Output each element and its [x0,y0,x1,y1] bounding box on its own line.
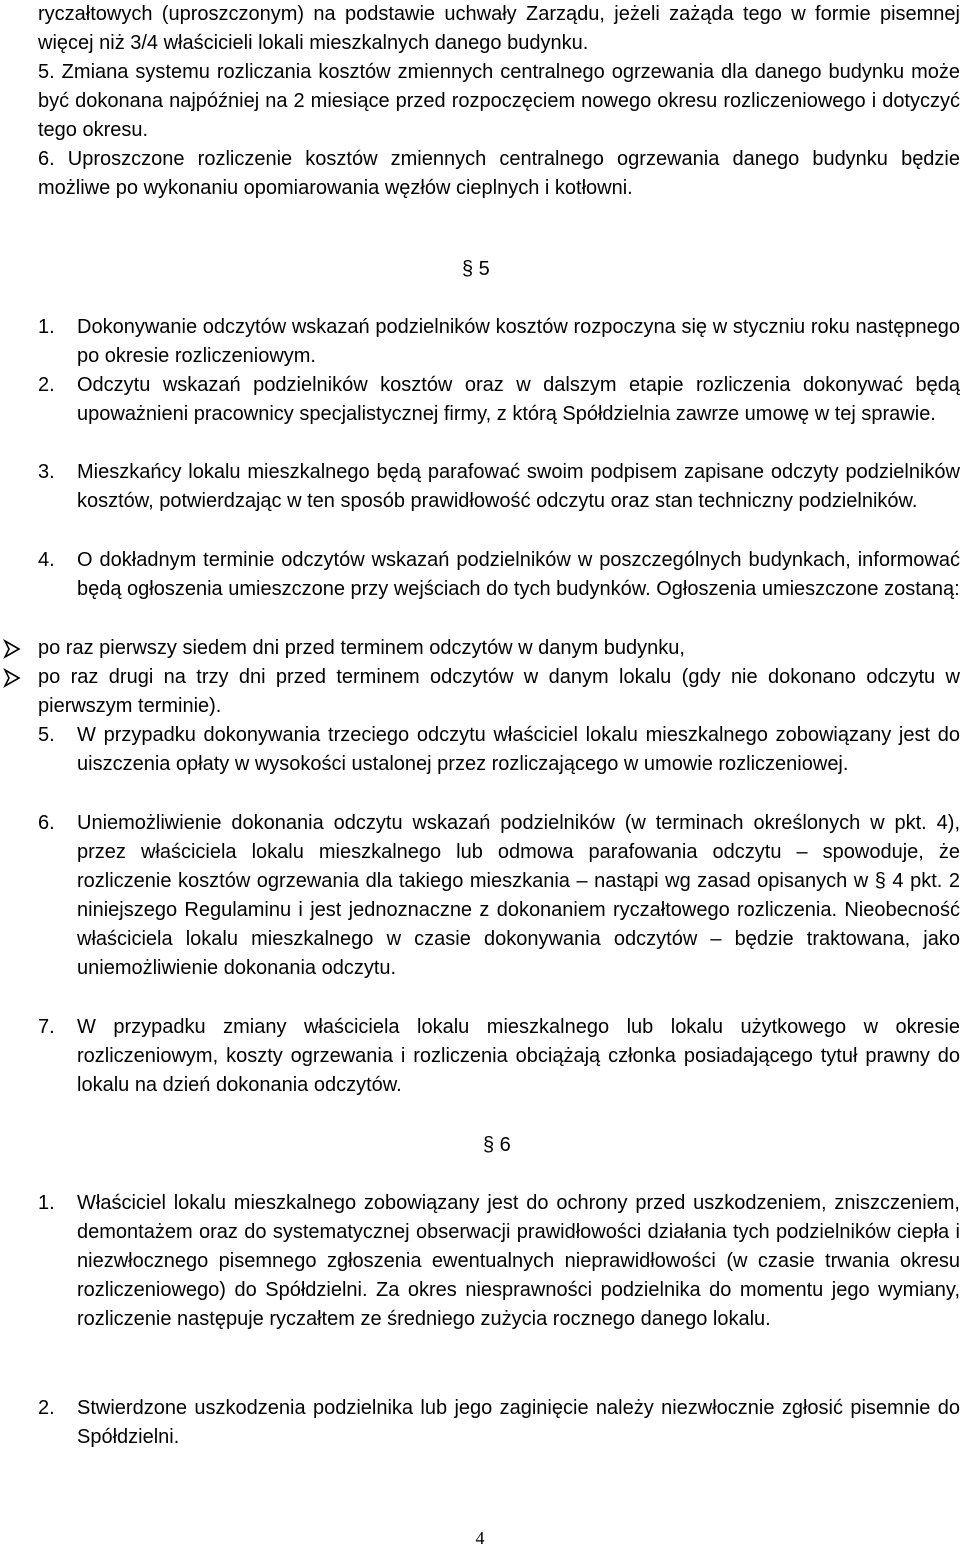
bullet-item: po raz pierwszy siedem dni przed terminem odczytów w danym budynku, [38,637,685,659]
item-number: 3. [38,461,55,483]
item-text: O dokładnym terminie odczytów wskazań podzielników w poszczególnych budynkach, informować będą ogłoszenia umieszczone przy wejściach do tych budynków. Ogłoszenia umieszczone zostaną: [77,549,960,600]
item-number: 2. [38,374,55,396]
paragraph-5: 5. Zmiana systemu rozliczania kosztów zmiennych centralnego ogrzewania dla danego budynku może być dokonana najpóźniej na 2 miesiące przed rozpoczęciem nowego okresu rozliczeniowego i dotyczyć tego okresu. [38,61,960,141]
item-text: Mieszkańcy lokalu mieszkalnego będą parafować swoim podpisem zapisane odczyty podzielników kosztów, potwierdzając w ten sposób prawidłowość odczytu oraz stan techniczny podzielników. [77,461,960,512]
section-heading-6: § 6 [483,1134,511,1156]
item-text: Dokonywanie odczytów wskazań podzielników kosztów rozpoczyna się w styczniu roku następnego po okresie rozliczeniowym. [77,316,960,367]
item-text: Uniemożliwienie dokonania odczytu wskazań podzielników (w terminach określonych w pkt. 4), przez właściciela lokalu mieszkalnego lub odmowa parafowania odczytu – spowoduje, że rozliczenie kosztów ogrzewania dla takiego mieszkania – nastąpi wg zasad opisanych w § 4 pkt. 2 niniejszego Regulaminu i jest jednoznaczne z dokonaniem ryczałtowego rozliczenia. Nieobecność właściciela lokalu mieszkalnego w czasie dokonywania odczytów – będzie traktowana, jako uniemożliwienie dokonania odczytu. [77,812,960,979]
item-number: 5. [38,724,55,746]
section-heading-5: § 5 [462,258,490,280]
paragraph-6: 6. Uproszczone rozliczenie kosztów zmiennych centralnego ogrzewania danego budynku będzie możliwe po wykonaniu opomiarowania węzłów cieplnych i kotłowni. [38,148,960,199]
item-text: Właściciel lokalu mieszkalnego zobowiązany jest do ochrony przed uszkodzeniem, zniszczeniem, demontażem oraz do systematycznej obserwacji prawidłowości działania tych podzielników ciepła i niezwłocznego pisemnego zgłoszenia ewentualnych nieprawidłowości (w czasie trwania okresu rozliczeniowego) do Spółdzielni. Za okres niesprawności podzielnika do momentu jego wymiany, rozliczenie następuje ryczałtem ze średniego zużycia rocznego danego lokalu. [77,1192,960,1330]
item-number: 4. [38,549,55,571]
item-text: Odczytu wskazań podzielników kosztów oraz w dalszym etapie rozliczenia dokonywać będą upoważnieni pracownicy specjalistycznej firmy, z którą Spółdzielnia zawrze umowę w tej sprawie. [77,374,960,425]
item-number: 1. [38,316,55,338]
page-number: 4 [475,1528,485,1548]
paragraph-continuation: ryczałtowych (uproszczonym) na podstawie uchwały Zarządu, jeżeli zażąda tego w formie pisemnej więcej niż 3/4 właścicieli lokali mieszkalnych danego budynku. [38,3,960,54]
item-text: W przypadku zmiany właściciela lokalu mieszkalnego lub lokalu użytkowego w okresie rozliczeniowym, koszty ogrzewania i rozliczenia obciążają członka posiadającego tytuł prawny do lokalu na dzień dokonania odczytów. [77,1016,960,1096]
item-number: 2. [38,1397,55,1419]
item-number: 7. [38,1016,55,1038]
item-number: 6. [38,812,55,834]
item-text: W przypadku dokonywania trzeciego odczytu właściciel lokalu mieszkalnego zobowiązany jest do uiszczenia opłaty w wysokości ustalonej przez rozliczającego w umowie rozliczeniowej. [77,724,960,775]
item-number: 1. [38,1192,55,1214]
item-text: Stwierdzone uszkodzenia podzielnika lub jego zaginięcie należy niezwłocznie zgłosić pisemnie do Spółdzielni. [77,1397,960,1448]
bullet-item: po raz drugi na trzy dni przed terminem odczytów w danym lokalu (gdy nie dokonano odczytu w pierwszym terminie). [38,666,960,717]
